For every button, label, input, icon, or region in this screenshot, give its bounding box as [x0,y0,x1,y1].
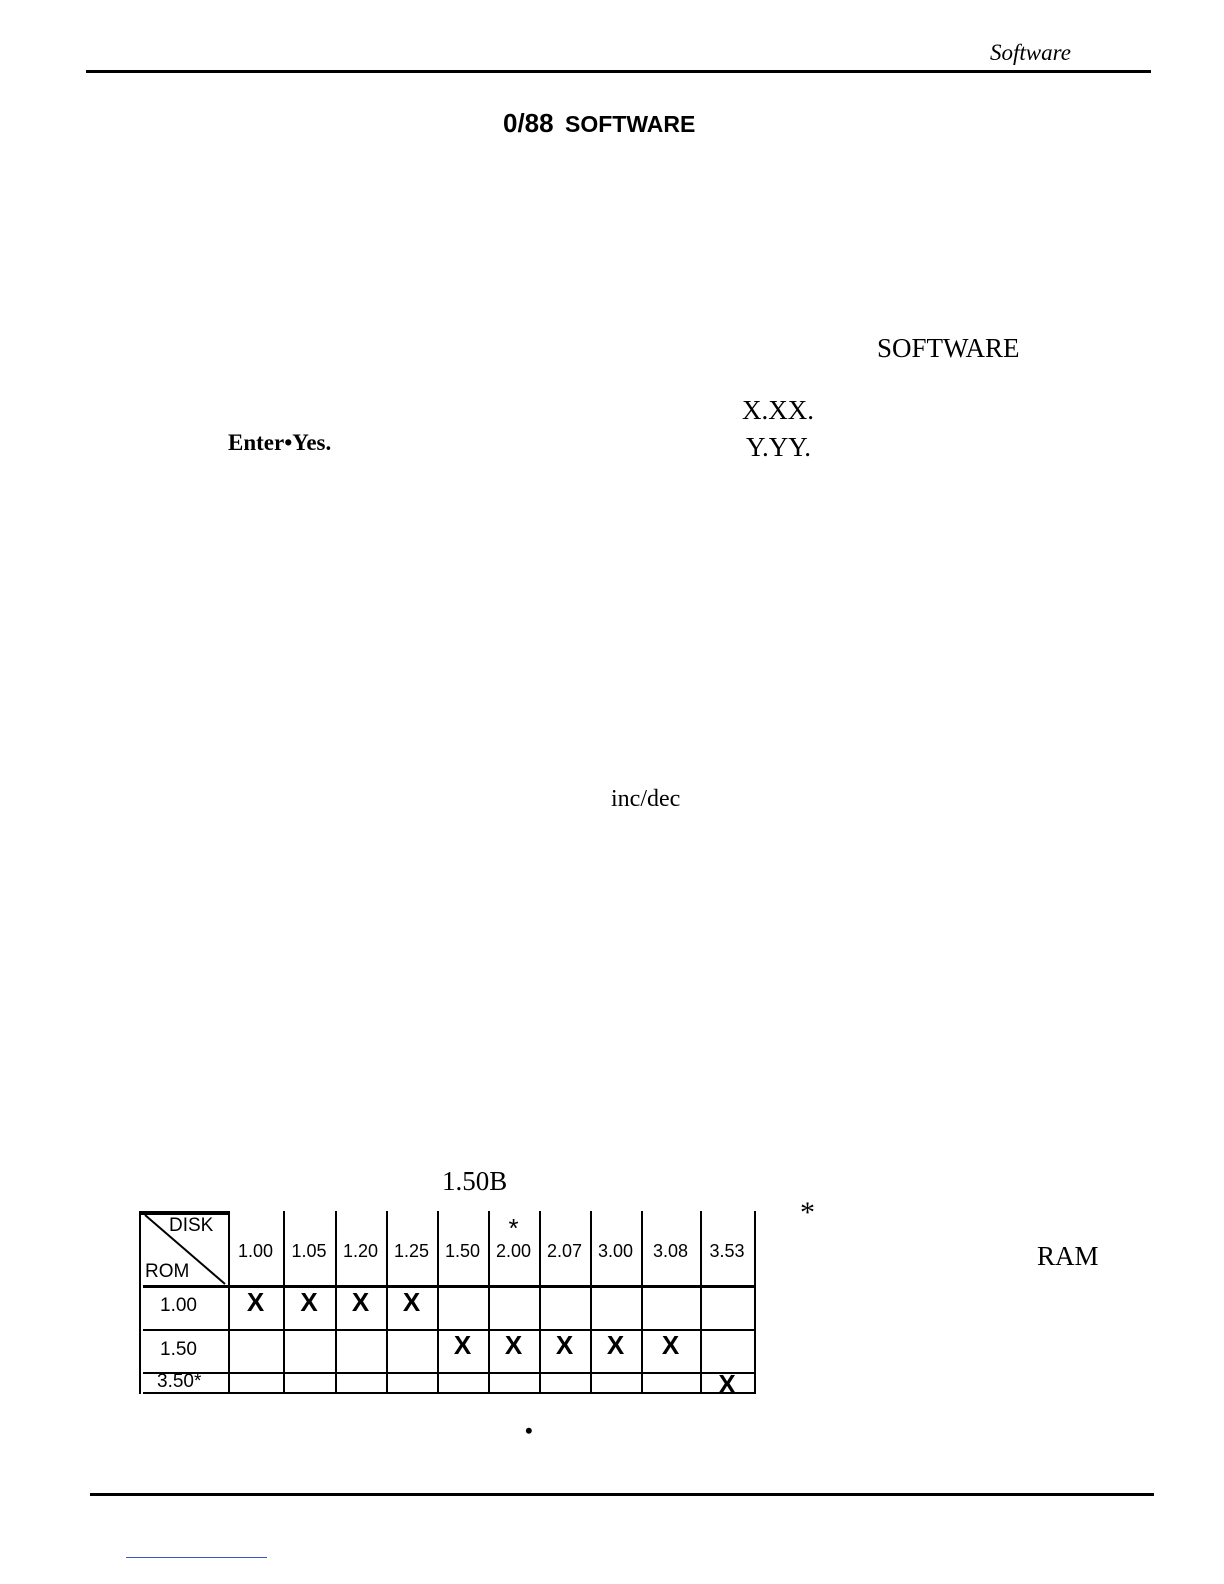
table-vline [335,1211,337,1394]
compatibility-table [139,1211,756,1399]
header-section-label: Software [990,40,1071,65]
version-label: 1.50B [442,1166,508,1196]
table-hline [143,1392,754,1394]
yes-key-label: Yes. [292,430,332,455]
column-star: * [508,1213,519,1243]
column-header: 3.00 [597,1241,634,1261]
enter-yes-keys [228,430,331,456]
corner-rom-label: ROM [145,1261,190,1282]
row-header: 1.50 [160,1338,197,1360]
incdec-label: inc/dec [611,786,681,812]
column-header: 2.07 [546,1241,583,1261]
compat-mark: X [555,1330,574,1360]
compat-mark: X [606,1330,625,1360]
table-vline [283,1211,285,1394]
column-header: 1.50 [444,1241,481,1261]
table-vline [590,1211,592,1394]
compat-mark: X [453,1330,472,1360]
compat-mark: X [504,1330,523,1360]
footer-link-underline [126,1557,267,1558]
compat-mark: X [351,1287,370,1317]
column-header: 2.00 [495,1241,532,1261]
header-rule [86,70,1151,73]
enter-key-label: Enter [228,430,285,455]
compat-mark: X [402,1287,421,1317]
corner-disk-label: DISK [169,1215,214,1236]
row-header: 1.00 [160,1295,197,1316]
column-header: 1.05 [291,1241,327,1261]
column-header: 3.08 [652,1241,689,1261]
column-header: 3.53 [709,1241,745,1261]
software-label: SOFTWARE [877,333,1020,363]
compat-mark: X [661,1330,680,1360]
column-header: 1.20 [342,1241,379,1261]
bullet-dot: • [525,1418,533,1443]
compat-mark: X [300,1287,318,1317]
version-placeholder-y: Y.YY. [746,432,812,462]
table-vline [700,1211,702,1394]
enter-separator: • [284,430,293,455]
row-header: 3.50* [157,1370,202,1392]
table-vline [437,1211,439,1394]
table-vline [641,1211,643,1394]
page-title-number: 0/88 [503,108,554,138]
footnote-star: * [800,1196,815,1229]
table-hline [143,1372,754,1374]
page-title: SOFTWARE [565,111,696,137]
footer-rule [90,1493,1154,1496]
version-placeholder-x: X.XX. [742,395,814,425]
compat-mark: X [718,1369,736,1399]
table-vline [386,1211,388,1394]
column-header: 1.25 [393,1241,430,1261]
ram-label: RAM [1037,1241,1099,1271]
compat-mark: X [246,1287,265,1317]
column-header: 1.00 [237,1241,274,1261]
table-vline [754,1211,756,1394]
